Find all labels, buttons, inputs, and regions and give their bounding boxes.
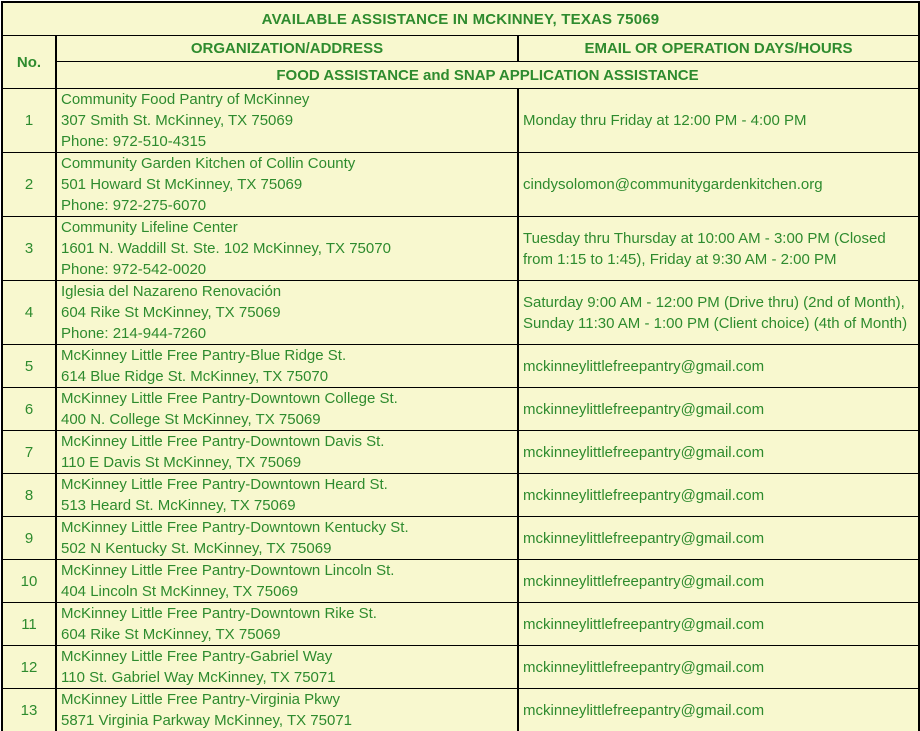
assistance-table bbox=[1, 1, 920, 731]
table-row bbox=[2, 217, 919, 281]
table-body bbox=[2, 89, 919, 731]
row-number: 13 bbox=[2, 689, 56, 731]
org-line: McKinney Little Free Pantry-Gabriel Way bbox=[61, 648, 333, 665]
organization-cell bbox=[56, 345, 518, 388]
table-row bbox=[2, 517, 919, 560]
table-row bbox=[2, 474, 919, 517]
org-line: Community Food Pantry of McKinney bbox=[61, 91, 310, 108]
contact-cell: mckinneylittlefreepantry@gmail.com bbox=[518, 560, 919, 603]
organization-cell bbox=[56, 388, 518, 431]
column-header-contact: EMAIL OR OPERATION DAYS/HOURS bbox=[518, 36, 919, 62]
table-row bbox=[2, 560, 919, 603]
organization-cell bbox=[56, 474, 518, 517]
org-line: Phone: 972-275-6070 bbox=[61, 197, 207, 214]
table-row bbox=[2, 646, 919, 689]
row-number: 5 bbox=[2, 345, 56, 388]
table-row bbox=[2, 281, 919, 345]
org-line: 5871 Virginia Parkway McKinney, TX 75071 bbox=[61, 712, 352, 729]
table-row bbox=[2, 388, 919, 431]
organization-cell bbox=[56, 89, 518, 153]
org-line: McKinney Little Free Pantry-Downtown Lincoln St. bbox=[61, 562, 395, 579]
table-head bbox=[2, 2, 919, 89]
column-header-organization: ORGANIZATION/ADDRESS bbox=[56, 36, 518, 62]
org-line: Community Lifeline Center bbox=[61, 219, 238, 236]
contact-cell: mckinneylittlefreepantry@gmail.com bbox=[518, 431, 919, 474]
column-header-row bbox=[2, 36, 919, 62]
contact-cell: Tuesday thru Thursday at 10:00 AM - 3:00 PM (Closed from 1:15 to 1:45), Friday at 9:30 AM - 2:00 PM bbox=[518, 217, 919, 281]
contact-cell: mckinneylittlefreepantry@gmail.com bbox=[518, 388, 919, 431]
table-row bbox=[2, 603, 919, 646]
organization-cell bbox=[56, 646, 518, 689]
org-line: 604 Rike St McKinney, TX 75069 bbox=[61, 626, 281, 643]
organization-cell bbox=[56, 560, 518, 603]
organization-cell bbox=[56, 431, 518, 474]
org-line: Phone: 214-944-7260 bbox=[61, 325, 207, 342]
row-number: 4 bbox=[2, 281, 56, 345]
org-line: 307 Smith St. McKinney, TX 75069 bbox=[61, 112, 294, 129]
org-line: 1601 N. Waddill St. Ste. 102 McKinney, TX 75070 bbox=[61, 240, 391, 257]
org-line: Phone: 972-510-4315 bbox=[61, 133, 207, 150]
section-header-row bbox=[2, 62, 919, 89]
org-line: 513 Heard St. McKinney, TX 75069 bbox=[61, 497, 296, 514]
page-title: AVAILABLE ASSISTANCE IN MCKINNEY, TEXAS 75069 bbox=[2, 2, 919, 36]
org-line: McKinney Little Free Pantry-Downtown Rike St. bbox=[61, 605, 377, 622]
row-number: 12 bbox=[2, 646, 56, 689]
row-number: 8 bbox=[2, 474, 56, 517]
org-line: 400 N. College St McKinney, TX 75069 bbox=[61, 411, 321, 428]
row-number: 11 bbox=[2, 603, 56, 646]
org-line: 614 Blue Ridge St. McKinney, TX 75070 bbox=[61, 368, 329, 385]
org-line: McKinney Little Free Pantry-Downtown Heard St. bbox=[61, 476, 388, 493]
org-line: 604 Rike St McKinney, TX 75069 bbox=[61, 304, 281, 321]
contact-cell: mckinneylittlefreepantry@gmail.com bbox=[518, 646, 919, 689]
table-row bbox=[2, 89, 919, 153]
org-line: 502 N Kentucky St. McKinney, TX 75069 bbox=[61, 540, 332, 557]
org-line: McKinney Little Free Pantry-Blue Ridge St. bbox=[61, 347, 347, 364]
section-header: FOOD ASSISTANCE and SNAP APPLICATION ASSISTANCE bbox=[56, 62, 919, 89]
organization-cell bbox=[56, 153, 518, 217]
org-line: McKinney Little Free Pantry-Downtown Kentucky St. bbox=[61, 519, 409, 536]
org-line: 110 E Davis St McKinney, TX 75069 bbox=[61, 454, 302, 471]
contact-cell: mckinneylittlefreepantry@gmail.com bbox=[518, 474, 919, 517]
organization-cell bbox=[56, 689, 518, 731]
row-number: 9 bbox=[2, 517, 56, 560]
table-row bbox=[2, 689, 919, 731]
org-line: McKinney Little Free Pantry-Downtown College St. bbox=[61, 390, 398, 407]
row-number: 1 bbox=[2, 89, 56, 153]
contact-cell: mckinneylittlefreepantry@gmail.com bbox=[518, 603, 919, 646]
row-number: 2 bbox=[2, 153, 56, 217]
table-row bbox=[2, 345, 919, 388]
column-header-no: No. bbox=[2, 36, 56, 89]
contact-cell: Monday thru Friday at 12:00 PM - 4:00 PM bbox=[518, 89, 919, 153]
org-line: 501 Howard St McKinney, TX 75069 bbox=[61, 176, 303, 193]
title-row bbox=[2, 2, 919, 36]
org-line: Community Garden Kitchen of Collin County bbox=[61, 155, 356, 172]
table-row bbox=[2, 431, 919, 474]
row-number: 7 bbox=[2, 431, 56, 474]
contact-cell: mckinneylittlefreepantry@gmail.com bbox=[518, 517, 919, 560]
row-number: 3 bbox=[2, 217, 56, 281]
contact-cell: cindysolomon@communitygardenkitchen.org bbox=[518, 153, 919, 217]
row-number: 6 bbox=[2, 388, 56, 431]
org-line: Phone: 972-542-0020 bbox=[61, 261, 207, 278]
contact-cell: mckinneylittlefreepantry@gmail.com bbox=[518, 689, 919, 731]
organization-cell bbox=[56, 217, 518, 281]
contact-cell: Saturday 9:00 AM - 12:00 PM (Drive thru) (2nd of Month), Sunday 11:30 AM - 1:00 PM (Client choice) (4th of Month) bbox=[518, 281, 919, 345]
contact-cell: mckinneylittlefreepantry@gmail.com bbox=[518, 345, 919, 388]
org-line: 110 St. Gabriel Way McKinney, TX 75071 bbox=[61, 669, 336, 686]
org-line: McKinney Little Free Pantry-Virginia Pkwy bbox=[61, 691, 340, 708]
row-number: 10 bbox=[2, 560, 56, 603]
org-line: 404 Lincoln St McKinney, TX 75069 bbox=[61, 583, 299, 600]
org-line: Iglesia del Nazareno Renovación bbox=[61, 283, 282, 300]
organization-cell bbox=[56, 281, 518, 345]
org-line: McKinney Little Free Pantry-Downtown Davis St. bbox=[61, 433, 385, 450]
organization-cell bbox=[56, 603, 518, 646]
table-row bbox=[2, 153, 919, 217]
organization-cell bbox=[56, 517, 518, 560]
